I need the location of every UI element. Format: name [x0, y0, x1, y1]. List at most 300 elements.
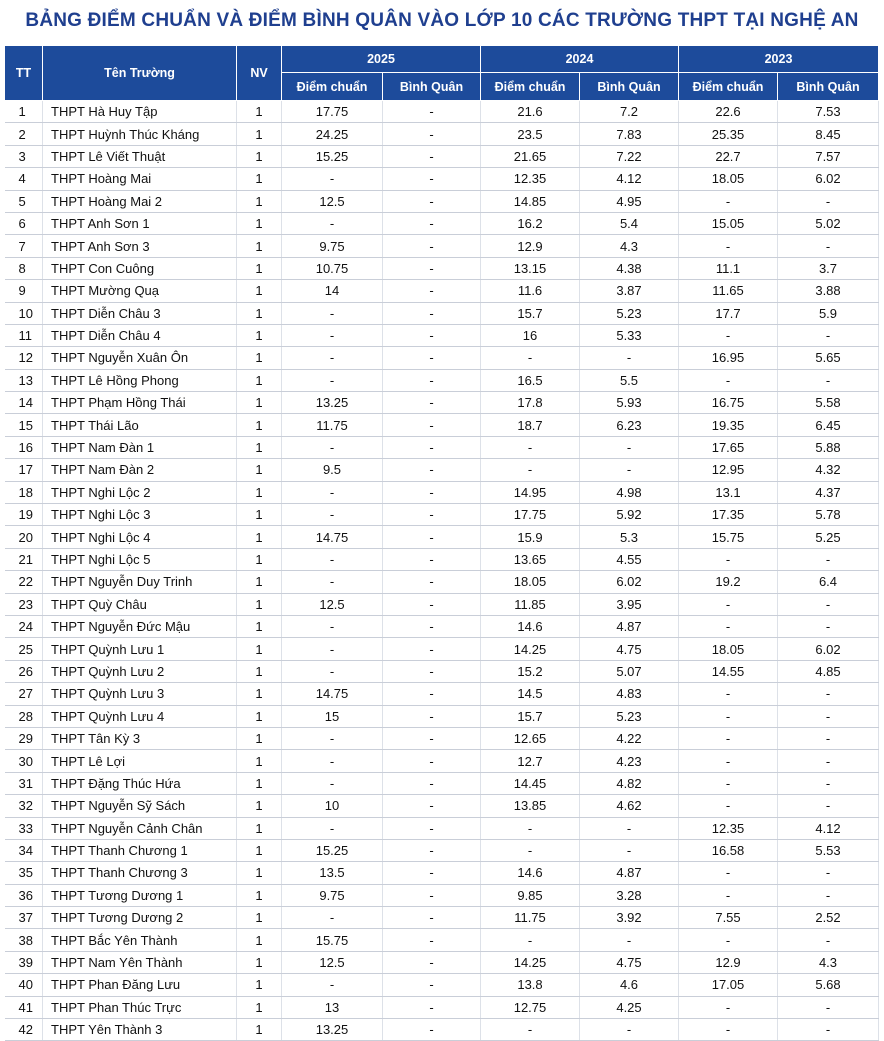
diem-chuan-2023: -: [679, 593, 778, 615]
header-school-name: Tên Trường: [43, 46, 237, 101]
table-row: [5, 257, 879, 279]
school-name: THPT Thanh Chương 1: [43, 839, 237, 861]
diem-chuan-2025: 15.25: [282, 145, 383, 167]
binh-quan-2025: -: [383, 436, 481, 458]
binh-quan-2025: -: [383, 907, 481, 929]
row-number: 41: [5, 996, 43, 1018]
row-number: 16: [5, 436, 43, 458]
diem-chuan-2025: -: [282, 571, 383, 593]
diem-chuan-2025: -: [282, 750, 383, 772]
diem-chuan-2023: -: [679, 369, 778, 391]
binh-quan-2025: -: [383, 168, 481, 190]
table-row: [5, 571, 879, 593]
school-name: THPT Lê Lợi: [43, 750, 237, 772]
binh-quan-2025: -: [383, 414, 481, 436]
table-row: [5, 593, 879, 615]
row-number: 5: [5, 190, 43, 212]
binh-quan-2024: 7.22: [580, 145, 679, 167]
diem-chuan-2024: 11.75: [481, 907, 580, 929]
nv-cell: 1: [237, 302, 282, 324]
diem-chuan-2023: 11.1: [679, 257, 778, 279]
nv-cell: 1: [237, 907, 282, 929]
binh-quan-2025: -: [383, 190, 481, 212]
diem-chuan-2025: 15.75: [282, 929, 383, 951]
binh-quan-2025: -: [383, 526, 481, 548]
diem-chuan-2024: 12.9: [481, 235, 580, 257]
page-title: BẢNG ĐIỂM CHUẨN VÀ ĐIỂM BÌNH QUÂN VÀO LỚP 10 CÁC TRƯỜNG THPT TẠI NGHỆ AN: [25, 10, 859, 31]
binh-quan-2024: 4.3: [580, 235, 679, 257]
row-number: 11: [5, 324, 43, 346]
table-row: [5, 101, 879, 123]
binh-quan-2024: -: [580, 1019, 679, 1041]
header-binh-quan-2023: Bình Quân: [778, 73, 879, 101]
diem-chuan-2023: 12.9: [679, 951, 778, 973]
binh-quan-2023: -: [778, 996, 879, 1018]
table-row: [5, 414, 879, 436]
binh-quan-2023: -: [778, 795, 879, 817]
nv-cell: 1: [237, 929, 282, 951]
diem-chuan-2025: -: [282, 324, 383, 346]
diem-chuan-2024: 14.25: [481, 638, 580, 660]
scores-table: [4, 45, 879, 1041]
binh-quan-2025: -: [383, 123, 481, 145]
binh-quan-2025: -: [383, 369, 481, 391]
diem-chuan-2023: 15.75: [679, 526, 778, 548]
binh-quan-2023: -: [778, 929, 879, 951]
diem-chuan-2023: 15.05: [679, 212, 778, 234]
binh-quan-2025: -: [383, 683, 481, 705]
binh-quan-2023: -: [778, 369, 879, 391]
diem-chuan-2024: 15.2: [481, 660, 580, 682]
nv-cell: 1: [237, 123, 282, 145]
binh-quan-2023: 3.88: [778, 280, 879, 302]
row-number: 35: [5, 862, 43, 884]
nv-cell: 1: [237, 593, 282, 615]
diem-chuan-2025: -: [282, 638, 383, 660]
diem-chuan-2024: 14.6: [481, 615, 580, 637]
row-number: 42: [5, 1019, 43, 1041]
table-row: [5, 884, 879, 906]
school-name: THPT Quỳnh Lưu 3: [43, 683, 237, 705]
table-row: [5, 1019, 879, 1041]
binh-quan-2024: 4.87: [580, 615, 679, 637]
binh-quan-2024: 4.55: [580, 548, 679, 570]
diem-chuan-2023: -: [679, 996, 778, 1018]
binh-quan-2025: -: [383, 571, 481, 593]
header-diem-chuan-2023: Điểm chuẩn: [679, 73, 778, 101]
table-row: [5, 235, 879, 257]
binh-quan-2025: -: [383, 481, 481, 503]
nv-cell: 1: [237, 526, 282, 548]
diem-chuan-2025: 13.5: [282, 862, 383, 884]
nv-cell: 1: [237, 727, 282, 749]
row-number: 7: [5, 235, 43, 257]
row-number: 12: [5, 347, 43, 369]
table-row: [5, 481, 879, 503]
table-row: [5, 839, 879, 861]
diem-chuan-2025: -: [282, 481, 383, 503]
diem-chuan-2023: 17.35: [679, 504, 778, 526]
table-row: [5, 302, 879, 324]
row-number: 24: [5, 615, 43, 637]
table-row: [5, 929, 879, 951]
nv-cell: 1: [237, 615, 282, 637]
diem-chuan-2023: -: [679, 683, 778, 705]
binh-quan-2024: 6.02: [580, 571, 679, 593]
binh-quan-2023: 5.88: [778, 436, 879, 458]
nv-cell: 1: [237, 235, 282, 257]
binh-quan-2024: 7.83: [580, 123, 679, 145]
diem-chuan-2023: 22.6: [679, 101, 778, 123]
nv-cell: 1: [237, 660, 282, 682]
header-year-2024: 2024: [481, 46, 679, 73]
diem-chuan-2025: 15: [282, 705, 383, 727]
diem-chuan-2025: 11.75: [282, 414, 383, 436]
binh-quan-2024: 4.98: [580, 481, 679, 503]
header-nv: NV: [237, 46, 282, 101]
school-name: THPT Nghi Lộc 5: [43, 548, 237, 570]
diem-chuan-2025: -: [282, 212, 383, 234]
diem-chuan-2024: 12.7: [481, 750, 580, 772]
diem-chuan-2023: -: [679, 324, 778, 346]
binh-quan-2025: -: [383, 996, 481, 1018]
row-number: 6: [5, 212, 43, 234]
table-row: [5, 907, 879, 929]
nv-cell: 1: [237, 817, 282, 839]
binh-quan-2024: 4.82: [580, 772, 679, 794]
diem-chuan-2025: -: [282, 727, 383, 749]
binh-quan-2024: -: [580, 929, 679, 951]
table-row: [5, 347, 879, 369]
binh-quan-2023: 7.53: [778, 101, 879, 123]
diem-chuan-2025: 14.75: [282, 526, 383, 548]
binh-quan-2025: -: [383, 280, 481, 302]
binh-quan-2024: -: [580, 436, 679, 458]
binh-quan-2023: -: [778, 190, 879, 212]
school-name: THPT Nguyễn Cảnh Chân: [43, 817, 237, 839]
binh-quan-2024: 4.87: [580, 862, 679, 884]
header-year-2023: 2023: [679, 46, 879, 73]
row-number: 40: [5, 974, 43, 996]
binh-quan-2024: 4.95: [580, 190, 679, 212]
school-name: THPT Anh Sơn 3: [43, 235, 237, 257]
nv-cell: 1: [237, 548, 282, 570]
diem-chuan-2024: 15.7: [481, 705, 580, 727]
table-row: [5, 772, 879, 794]
binh-quan-2024: 5.92: [580, 504, 679, 526]
school-name: THPT Diễn Châu 3: [43, 302, 237, 324]
diem-chuan-2023: 16.58: [679, 839, 778, 861]
binh-quan-2024: 3.95: [580, 593, 679, 615]
binh-quan-2023: -: [778, 1019, 879, 1041]
binh-quan-2025: -: [383, 548, 481, 570]
school-name: THPT Đặng Thúc Hứa: [43, 772, 237, 794]
school-name: THPT Tương Dương 2: [43, 907, 237, 929]
school-name: THPT Quỳnh Lưu 1: [43, 638, 237, 660]
binh-quan-2023: 6.4: [778, 571, 879, 593]
diem-chuan-2025: 14: [282, 280, 383, 302]
diem-chuan-2025: -: [282, 302, 383, 324]
diem-chuan-2024: 21.65: [481, 145, 580, 167]
diem-chuan-2025: 24.25: [282, 123, 383, 145]
binh-quan-2023: -: [778, 750, 879, 772]
binh-quan-2024: 3.28: [580, 884, 679, 906]
binh-quan-2025: -: [383, 974, 481, 996]
diem-chuan-2024: -: [481, 459, 580, 481]
binh-quan-2025: -: [383, 101, 481, 123]
binh-quan-2025: -: [383, 929, 481, 951]
binh-quan-2023: 8.45: [778, 123, 879, 145]
diem-chuan-2023: -: [679, 1019, 778, 1041]
diem-chuan-2025: 9.5: [282, 459, 383, 481]
diem-chuan-2023: 19.2: [679, 571, 778, 593]
binh-quan-2024: 7.2: [580, 101, 679, 123]
diem-chuan-2024: 14.5: [481, 683, 580, 705]
row-number: 26: [5, 660, 43, 682]
school-name: THPT Nghi Lộc 4: [43, 526, 237, 548]
table-row: [5, 817, 879, 839]
binh-quan-2024: -: [580, 839, 679, 861]
diem-chuan-2025: 10: [282, 795, 383, 817]
binh-quan-2023: 3.7: [778, 257, 879, 279]
diem-chuan-2023: 11.65: [679, 280, 778, 302]
nv-cell: 1: [237, 280, 282, 302]
nv-cell: 1: [237, 392, 282, 414]
row-number: 17: [5, 459, 43, 481]
binh-quan-2024: 5.5: [580, 369, 679, 391]
diem-chuan-2024: 12.75: [481, 996, 580, 1018]
binh-quan-2025: -: [383, 638, 481, 660]
header-diem-chuan-2025: Điểm chuẩn: [282, 73, 383, 101]
diem-chuan-2024: 16.2: [481, 212, 580, 234]
binh-quan-2023: 5.68: [778, 974, 879, 996]
diem-chuan-2025: 12.5: [282, 951, 383, 973]
school-name: THPT Thái Lão: [43, 414, 237, 436]
diem-chuan-2023: 12.95: [679, 459, 778, 481]
nv-cell: 1: [237, 705, 282, 727]
binh-quan-2023: 5.78: [778, 504, 879, 526]
table-row: [5, 504, 879, 526]
diem-chuan-2023: 17.7: [679, 302, 778, 324]
binh-quan-2023: 4.37: [778, 481, 879, 503]
binh-quan-2023: 5.58: [778, 392, 879, 414]
diem-chuan-2025: -: [282, 168, 383, 190]
table-row: [5, 145, 879, 167]
binh-quan-2023: -: [778, 772, 879, 794]
binh-quan-2025: -: [383, 212, 481, 234]
binh-quan-2024: 5.23: [580, 302, 679, 324]
school-name: THPT Nguyễn Xuân Ôn: [43, 347, 237, 369]
binh-quan-2024: 4.38: [580, 257, 679, 279]
diem-chuan-2024: 11.85: [481, 593, 580, 615]
diem-chuan-2023: -: [679, 795, 778, 817]
binh-quan-2023: 5.02: [778, 212, 879, 234]
row-number: 37: [5, 907, 43, 929]
table-row: [5, 369, 879, 391]
row-number: 31: [5, 772, 43, 794]
diem-chuan-2023: -: [679, 705, 778, 727]
table-row: [5, 951, 879, 973]
binh-quan-2025: -: [383, 324, 481, 346]
row-number: 32: [5, 795, 43, 817]
school-name: THPT Huỳnh Thúc Kháng: [43, 123, 237, 145]
binh-quan-2024: 4.12: [580, 168, 679, 190]
nv-cell: 1: [237, 638, 282, 660]
diem-chuan-2023: -: [679, 615, 778, 637]
diem-chuan-2024: -: [481, 839, 580, 861]
nv-cell: 1: [237, 772, 282, 794]
diem-chuan-2025: -: [282, 974, 383, 996]
table-row: [5, 436, 879, 458]
header-tt: TT: [5, 46, 43, 101]
nv-cell: 1: [237, 504, 282, 526]
nv-cell: 1: [237, 481, 282, 503]
binh-quan-2023: 6.02: [778, 168, 879, 190]
binh-quan-2023: 4.85: [778, 660, 879, 682]
binh-quan-2024: 3.92: [580, 907, 679, 929]
row-number: 10: [5, 302, 43, 324]
diem-chuan-2024: -: [481, 436, 580, 458]
binh-quan-2025: -: [383, 884, 481, 906]
school-name: THPT Nguyễn Duy Trinh: [43, 571, 237, 593]
diem-chuan-2025: -: [282, 615, 383, 637]
diem-chuan-2025: -: [282, 907, 383, 929]
row-number: 15: [5, 414, 43, 436]
binh-quan-2025: -: [383, 459, 481, 481]
binh-quan-2024: 5.33: [580, 324, 679, 346]
diem-chuan-2023: 25.35: [679, 123, 778, 145]
binh-quan-2025: -: [383, 504, 481, 526]
diem-chuan-2024: -: [481, 347, 580, 369]
nv-cell: 1: [237, 750, 282, 772]
binh-quan-2023: -: [778, 548, 879, 570]
table-row: [5, 123, 879, 145]
diem-chuan-2023: -: [679, 727, 778, 749]
diem-chuan-2023: 18.05: [679, 638, 778, 660]
binh-quan-2025: -: [383, 817, 481, 839]
nv-cell: 1: [237, 839, 282, 861]
binh-quan-2025: -: [383, 392, 481, 414]
nv-cell: 1: [237, 795, 282, 817]
row-number: 38: [5, 929, 43, 951]
diem-chuan-2023: 17.65: [679, 436, 778, 458]
row-number: 33: [5, 817, 43, 839]
nv-cell: 1: [237, 974, 282, 996]
diem-chuan-2024: 14.85: [481, 190, 580, 212]
diem-chuan-2024: 16.5: [481, 369, 580, 391]
row-number: 3: [5, 145, 43, 167]
school-name: THPT Phan Đăng Lưu: [43, 974, 237, 996]
diem-chuan-2023: -: [679, 750, 778, 772]
diem-chuan-2024: 13.15: [481, 257, 580, 279]
binh-quan-2024: 5.07: [580, 660, 679, 682]
table-row: [5, 660, 879, 682]
school-name: THPT Quỳnh Lưu 4: [43, 705, 237, 727]
binh-quan-2023: -: [778, 593, 879, 615]
diem-chuan-2023: -: [679, 772, 778, 794]
nv-cell: 1: [237, 324, 282, 346]
table-row: [5, 795, 879, 817]
diem-chuan-2025: 9.75: [282, 884, 383, 906]
diem-chuan-2023: 22.7: [679, 145, 778, 167]
nv-cell: 1: [237, 168, 282, 190]
diem-chuan-2024: 12.35: [481, 168, 580, 190]
diem-chuan-2023: -: [679, 235, 778, 257]
binh-quan-2024: -: [580, 347, 679, 369]
header-binh-quan-2024: Bình Quân: [580, 73, 679, 101]
school-name: THPT Yên Thành 3: [43, 1019, 237, 1041]
school-name: THPT Hà Huy Tập: [43, 101, 237, 123]
row-number: 30: [5, 750, 43, 772]
row-number: 8: [5, 257, 43, 279]
diem-chuan-2024: 17.8: [481, 392, 580, 414]
row-number: 23: [5, 593, 43, 615]
binh-quan-2023: 4.32: [778, 459, 879, 481]
binh-quan-2025: -: [383, 302, 481, 324]
row-number: 14: [5, 392, 43, 414]
diem-chuan-2024: 12.65: [481, 727, 580, 749]
binh-quan-2024: 5.4: [580, 212, 679, 234]
binh-quan-2024: -: [580, 459, 679, 481]
table-row: [5, 459, 879, 481]
row-number: 21: [5, 548, 43, 570]
binh-quan-2023: 4.3: [778, 951, 879, 973]
diem-chuan-2023: 19.35: [679, 414, 778, 436]
binh-quan-2024: 4.83: [580, 683, 679, 705]
binh-quan-2025: -: [383, 862, 481, 884]
diem-chuan-2025: -: [282, 772, 383, 794]
row-number: 28: [5, 705, 43, 727]
diem-chuan-2023: 12.35: [679, 817, 778, 839]
diem-chuan-2023: -: [679, 862, 778, 884]
diem-chuan-2025: -: [282, 436, 383, 458]
header-year-2025: 2025: [282, 46, 481, 73]
row-number: 2: [5, 123, 43, 145]
school-name: THPT Phạm Hồng Thái: [43, 392, 237, 414]
binh-quan-2023: -: [778, 235, 879, 257]
school-name: THPT Nguyễn Đức Mậu: [43, 615, 237, 637]
table-row: [5, 705, 879, 727]
table-row: [5, 190, 879, 212]
nv-cell: 1: [237, 414, 282, 436]
diem-chuan-2023: 17.05: [679, 974, 778, 996]
diem-chuan-2024: 13.65: [481, 548, 580, 570]
table-row: [5, 280, 879, 302]
diem-chuan-2025: 10.75: [282, 257, 383, 279]
row-number: 18: [5, 481, 43, 503]
diem-chuan-2024: 14.25: [481, 951, 580, 973]
nv-cell: 1: [237, 145, 282, 167]
diem-chuan-2025: 13: [282, 996, 383, 1018]
binh-quan-2025: -: [383, 705, 481, 727]
table-row: [5, 862, 879, 884]
diem-chuan-2024: 16: [481, 324, 580, 346]
diem-chuan-2023: -: [679, 884, 778, 906]
nv-cell: 1: [237, 571, 282, 593]
nv-cell: 1: [237, 257, 282, 279]
binh-quan-2023: 5.65: [778, 347, 879, 369]
row-number: 25: [5, 638, 43, 660]
school-name: THPT Anh Sơn 1: [43, 212, 237, 234]
nv-cell: 1: [237, 1019, 282, 1041]
binh-quan-2025: -: [383, 1019, 481, 1041]
diem-chuan-2025: 9.75: [282, 235, 383, 257]
binh-quan-2024: 6.23: [580, 414, 679, 436]
diem-chuan-2024: -: [481, 817, 580, 839]
diem-chuan-2024: 21.6: [481, 101, 580, 123]
school-name: THPT Diễn Châu 4: [43, 324, 237, 346]
binh-quan-2025: -: [383, 235, 481, 257]
